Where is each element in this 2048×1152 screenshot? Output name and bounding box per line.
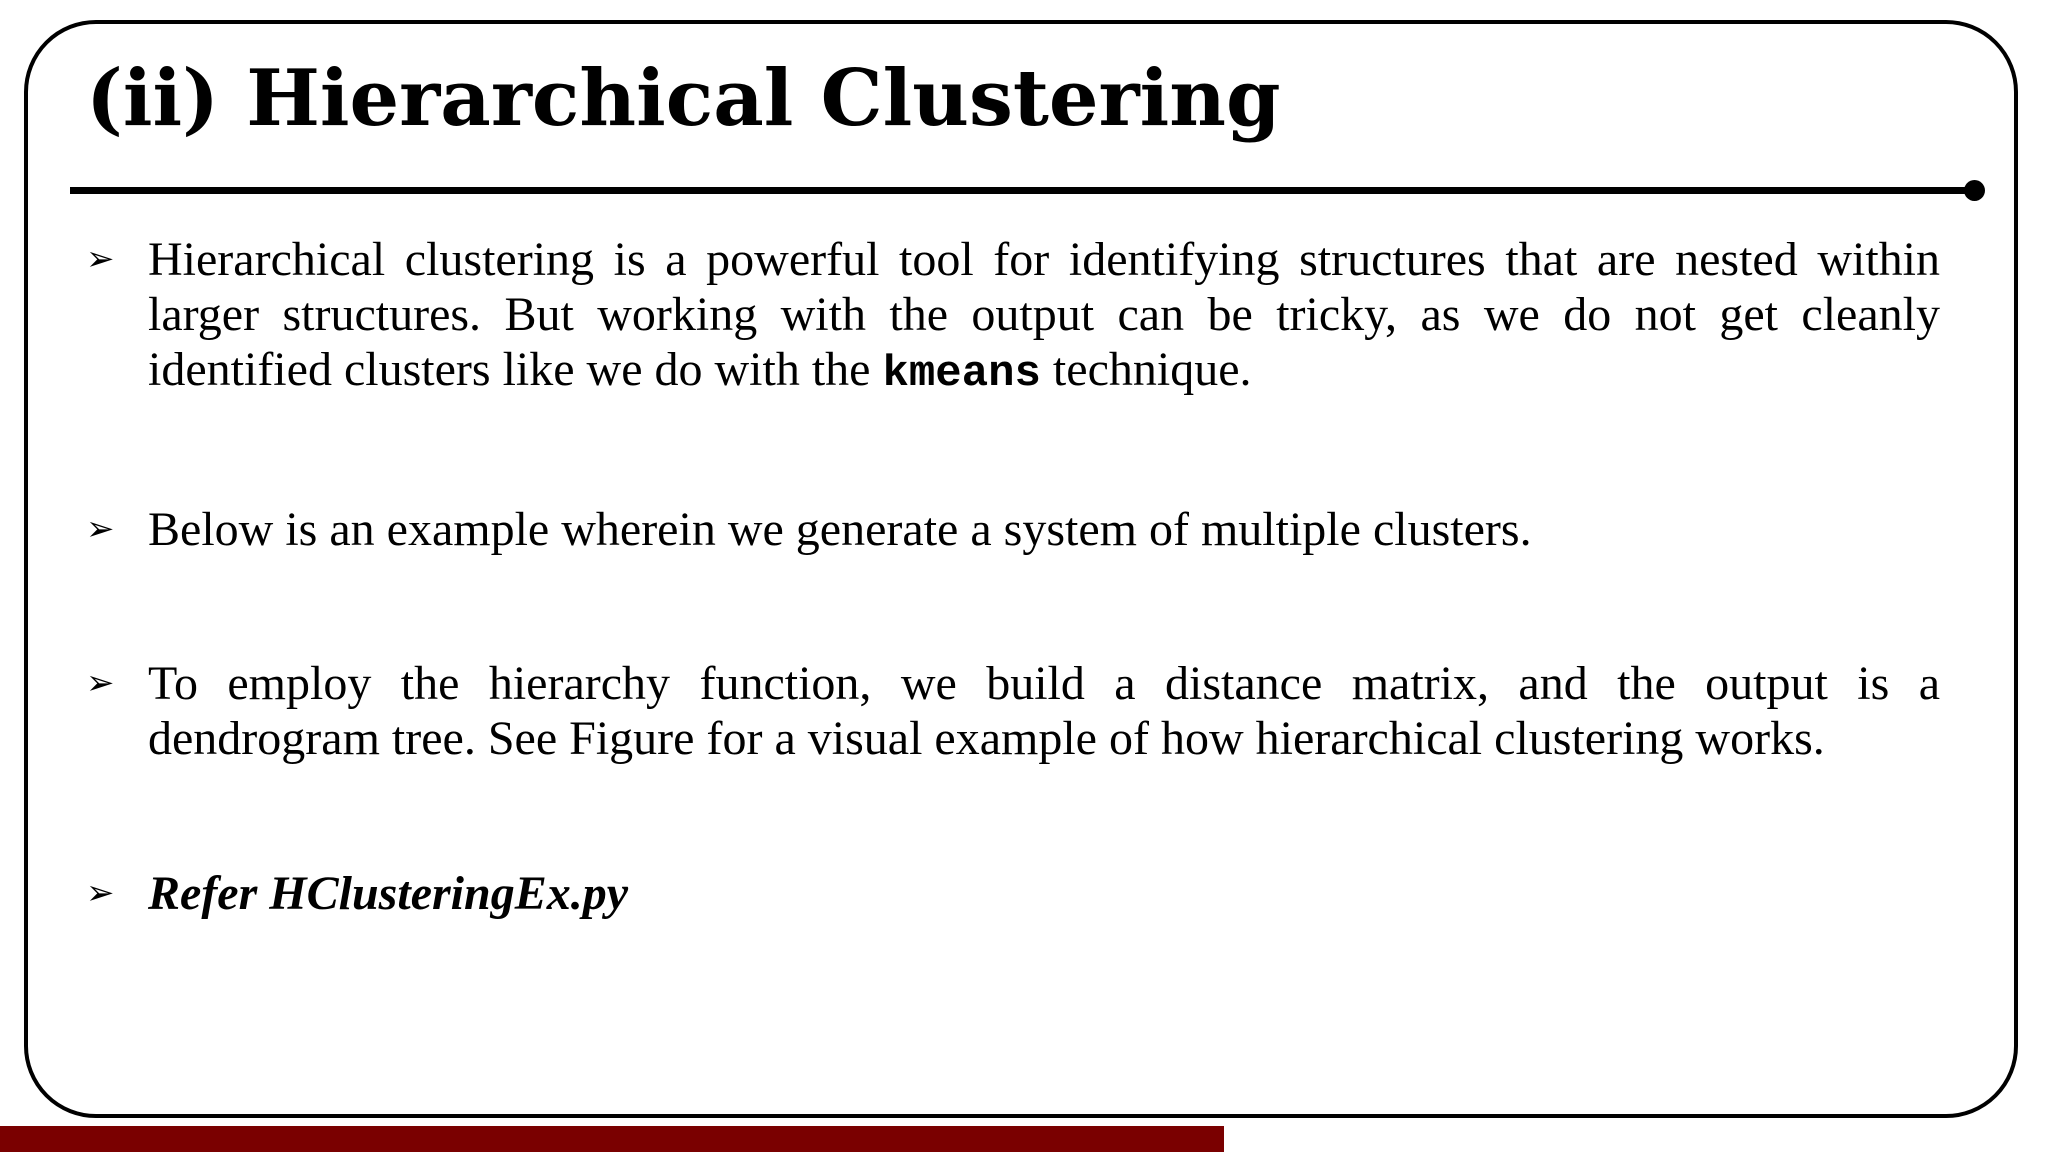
reference-filename: Refer HClusteringEx.py [148,867,629,920]
title-divider [70,187,1976,194]
arrowhead-bullet-icon: ➢ [86,239,115,279]
bullet-text: To employ the hierarchy function, we build a distance matrix, and the output is a dendrogram tree. See Figure for a visual example of how hierarchical clustering works. [148,657,1940,765]
footer-accent-bar [0,1126,1224,1152]
divider-end-dot [1964,180,1985,201]
bullet-list [86,232,1940,921]
code-term-kmeans: kmeans [882,349,1041,399]
bullet-text: Below is an example wherein we generate a system of multiple clusters. [148,503,1532,556]
bullet-text-tail: technique. [1040,343,1252,396]
slide-title: (ii) Hierarchical Clustering [86,53,1281,144]
bullet-item-hierarchy-function [86,656,1940,766]
arrowhead-bullet-icon: ➢ [86,509,115,549]
bullet-item-reference [86,866,1940,921]
bullet-item-example [86,502,1940,557]
bullet-item-hierarchical-intro [86,232,1940,402]
bullet-text: Hierarchical clustering is a powerful tool for identifying structures that are nested within larger structures. But working with the output can be tricky, as we do not get cleanly identified clusters like we do with the [148,233,1940,396]
arrowhead-bullet-icon: ➢ [86,873,115,913]
arrowhead-bullet-icon: ➢ [86,663,115,703]
